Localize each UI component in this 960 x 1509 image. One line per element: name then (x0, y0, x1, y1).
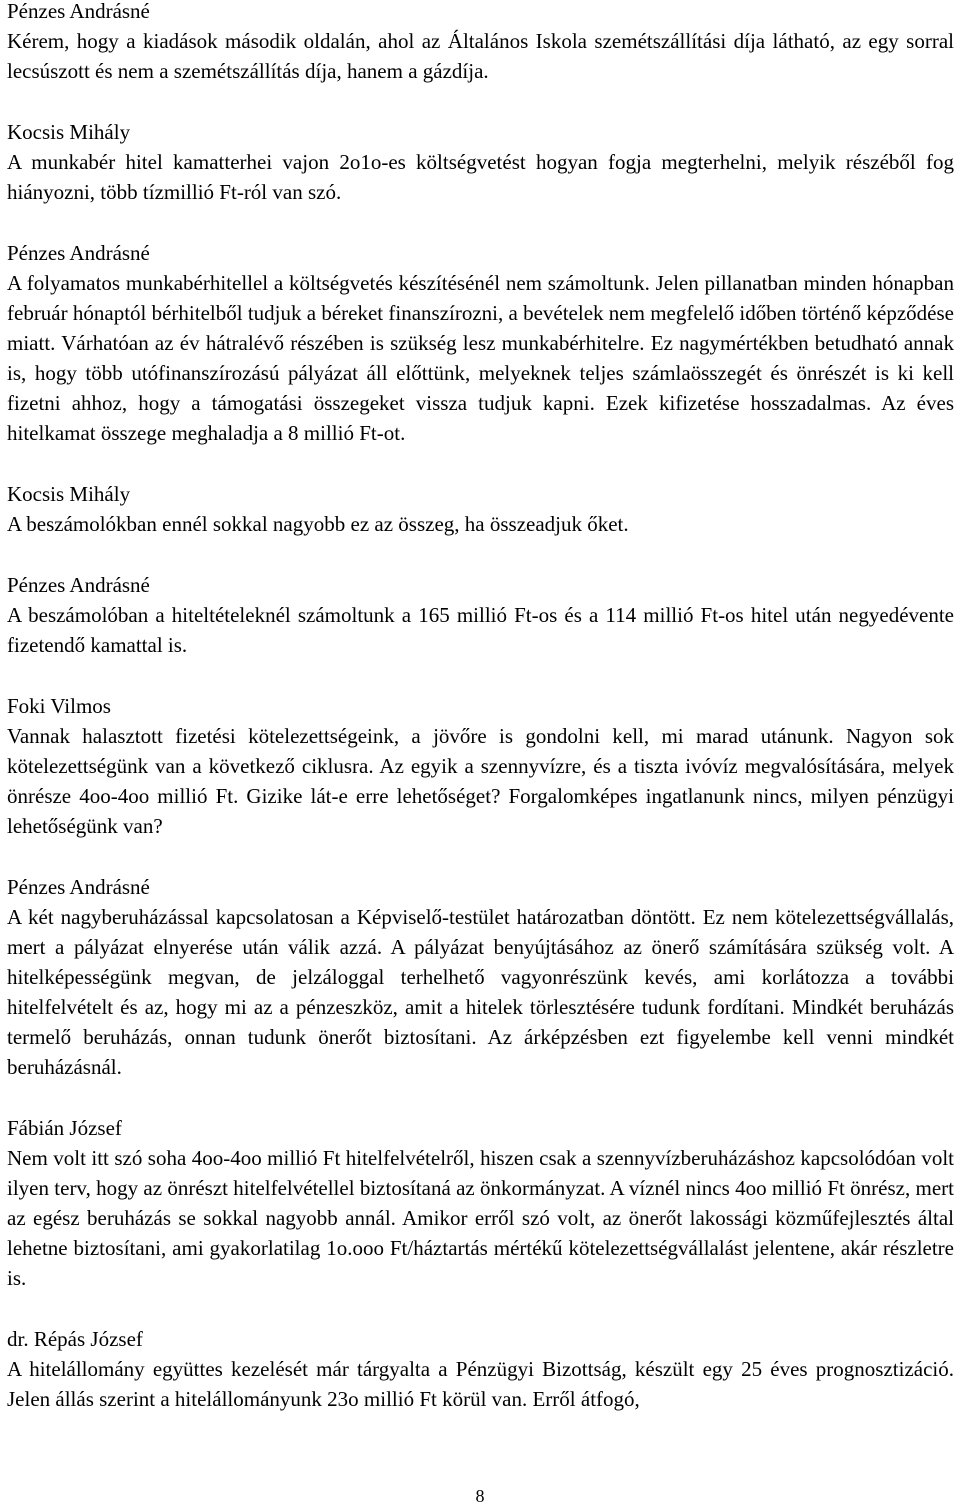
speaker-name: dr. Répás József (7, 1327, 143, 1351)
speech-text: A beszámolókban ennél sokkal nagyobb ez az összeg, ha összeadjuk őket. (7, 512, 629, 536)
speech-block (7, 0, 954, 86)
speech-block (7, 570, 954, 660)
speech-block (7, 238, 954, 448)
speech-block (7, 872, 954, 1082)
speaker-name: Pénzes Andrásné (7, 573, 150, 597)
speech-block (7, 691, 954, 841)
speaker-name: Pénzes Andrásné (7, 875, 150, 899)
speaker-name: Pénzes Andrásné (7, 0, 150, 23)
speaker-name: Foki Vilmos (7, 694, 111, 718)
speech-block (7, 1113, 954, 1293)
speech-text: Kérem, hogy a kiadások második oldalán, ahol az Általános Iskola szemétszállítási díja látható, az egy sorral lecsúszott és nem a szemétszállítás díja, hanem a gázdíja. (7, 29, 954, 83)
speech-block (7, 1324, 954, 1414)
speech-block (7, 479, 954, 539)
speech-text: Vannak halasztott fizetési kötelezettségeink, a jövőre is gondolni kell, mi marad utánunk. Nagyon sok kötelezettségünk van a következő ciklusra. Az egyik a szennyvízre, és a tiszta ivóvíz megvalósítására, melyek önrésze 4oo-4oo millió Ft. Gizike lát-e erre lehetőséget? Forgalomképes ingatlanunk nincs, milyen pénzügyi lehetőségünk van? (7, 724, 954, 838)
page-number: 8 (475, 1486, 485, 1506)
speech-text: A munkabér hitel kamatterhei vajon 2o1o-es költségvetést hogyan fogja megterhelni, melyik részéből fog hiányozni, több tízmillió Ft-ról van szó. (7, 150, 954, 204)
speaker-name: Kocsis Mihály (7, 120, 131, 144)
speaker-name: Kocsis Mihály (7, 482, 131, 506)
speech-text: A két nagyberuházással kapcsolatosan a Képviselő-testület határozatban döntött. Ez nem kötelezettségvállalás, mert a pályázat elnyerése után válik azzá. A pályázat benyújtásához az önerő számítására szükség volt. A hitelképességünk megvan, de jelzáloggal terhelhető vagyonrészünk kevés, ami korlátozza a további hitelfelvételt és az, hogy mi az a pénzeszköz, amit a hitelek törlesztésére tudunk fordítani. Mindkét beruházás termelő beruházás, onnan tudunk önerőt biztosítani. Az árképzésben ezt figyelembe kell venni mindkét beruházásnál. (7, 905, 954, 1079)
speech-text: A folyamatos munkabérhitellel a költségvetés készítésénél nem számoltunk. Jelen pillanatban minden hónapban február hónaptól bérhitelből tudjuk a béreket finanszírozni, a bevételek nem megfelelő időben történő képződése miatt. Várhatóan az év hátralévő részében is szükség lesz munkabérhitelre. Ez nagymértékben betudható annak is, hogy több utófinanszírozású pályázat áll előttünk, melyeknek teljes számlaösszegét és önrészét is ki kell fizetni ahhoz, hogy a támogatási összegeket vissza tudjuk kapni. Ezek kifizetése hosszadalmas. Az éves hitelkamat összege meghaladja a 8 millió Ft-ot. (7, 271, 954, 445)
speaker-name: Fábián József (7, 1116, 122, 1140)
speech-block (7, 117, 954, 207)
speech-text: Nem volt itt szó soha 4oo-4oo millió Ft hitelfelvételről, hiszen csak a szennyvízberuházáshoz kapcsolódóan volt ilyen terv, hogy az önrészt hitelfelvétellel biztosítaná az önkormányzat. A víznél nincs 4oo millió Ft önrész, mert az egész beruházás se sokkal nagyobb annál. Amikor erről szó volt, az önerőt lakossági közműfejlesztés által lehetne biztosítani, ami gyakorlatilag 1o.ooo Ft/háztartás mértékű kötelezettségvállalást jelentene, akár részletre is. (7, 1146, 954, 1290)
document-page (7, 0, 954, 1414)
speech-text: A hitelállomány együttes kezelését már tárgyalta a Pénzügyi Bizottság, készült egy 25 éves prognosztizáció. Jelen állás szerint a hitelállományunk 23o millió Ft körül van. Erről átfogó, (7, 1357, 954, 1411)
speech-text: A beszámolóban a hiteltételeknél számoltunk a 165 millió Ft-os és a 114 millió Ft-os hitel után negyedévente fizetendő kamattal is. (7, 603, 954, 657)
speaker-name: Pénzes Andrásné (7, 241, 150, 265)
